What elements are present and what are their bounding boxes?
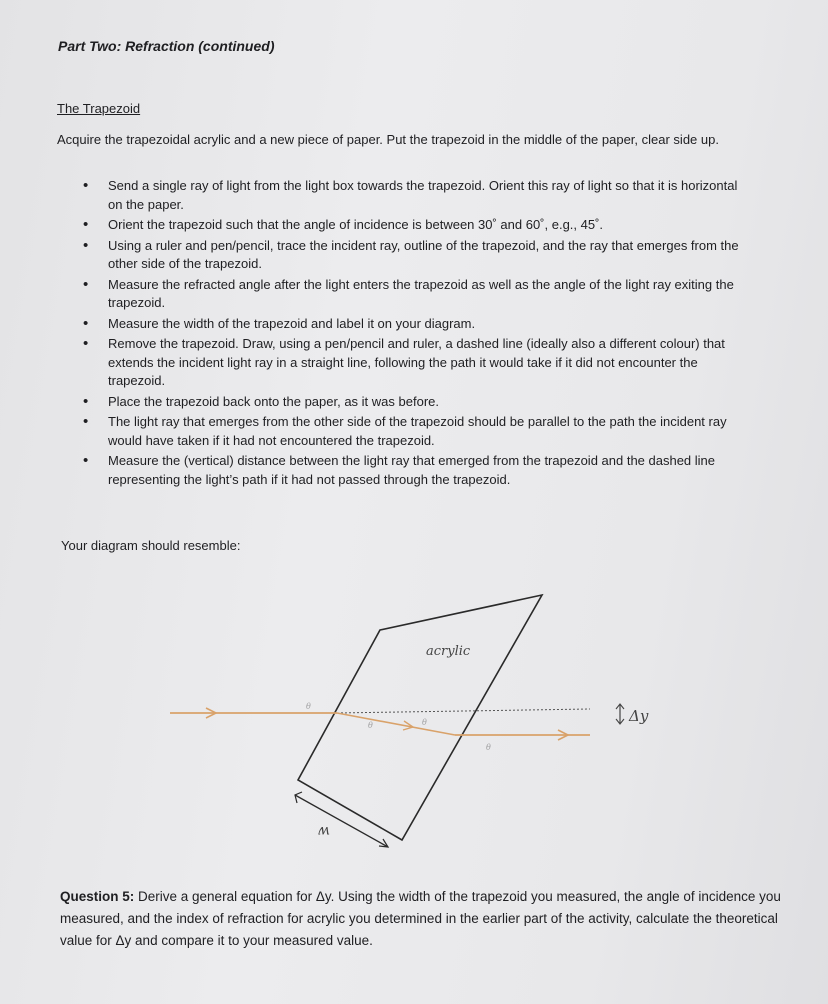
angle-label-refraction: θ	[368, 721, 373, 730]
question-5	[60, 886, 790, 952]
section-heading: The Trapezoid	[57, 101, 141, 116]
refraction-diagram	[150, 585, 670, 855]
procedure-step: • Measure the (vertical) distance between the light ray that emerged from the trapezoid and the dashed line representing the light’s path if it had not passed through the trapezoid.	[80, 452, 740, 489]
delta-y-label: Δy	[629, 707, 649, 725]
width-arrow	[295, 795, 388, 847]
angle-label-inner: θ	[422, 718, 427, 727]
refracted-ray	[337, 713, 455, 735]
question-text: Derive a general equation for Δy. Using the width of the trapezoid you measured, the angle of incidence you measured, and the index of refraction for acrylic you determined in the earlier part of the activity, calculate the theoretical value for Δy and compare it to your measured value.	[60, 889, 781, 948]
procedure-step: • Measure the refracted angle after the light enters the trapezoid as well as the angle of the light ray exiting the trapezoid.	[80, 276, 740, 313]
angle-label-incidence: θ	[306, 702, 311, 711]
dashed-extension	[337, 709, 590, 713]
trapezoid-outline	[298, 595, 542, 840]
procedure-step: • Send a single ray of light from the light box towards the trapezoid. Orient this ray of light so that it is horizontal on the paper.	[80, 177, 740, 214]
angle-label-exit: θ	[486, 743, 491, 752]
procedure-step: • Using a ruler and pen/pencil, trace the incident ray, outline of the trapezoid, and the ray that emerges from the other side of the trapezoid.	[80, 237, 740, 274]
question-label: Question 5:	[60, 889, 135, 904]
procedure-step: • Place the trapezoid back onto the paper, as it was before.	[80, 393, 740, 412]
procedure-step: • Remove the trapezoid. Draw, using a pen/pencil and ruler, a dashed line (ideally also a different colour) that extends the incident light ray in a straight line, following the path it would take if it did not encounter the trapezoid.	[80, 335, 740, 391]
diagram-caption: Your diagram should resemble:	[61, 538, 241, 553]
page-title: Part Two: Refraction (continued)	[58, 38, 275, 54]
procedure-step: • The light ray that emerges from the other side of the trapezoid should be parallel to the path the incident ray would have taken if it had not encountered the trapezoid.	[80, 413, 740, 450]
width-label: w	[318, 823, 330, 839]
procedure-step: • Orient the trapezoid such that the angle of incidence is between 30˚ and 60˚, e.g., 45˚.	[80, 216, 740, 235]
section-intro: Acquire the trapezoidal acrylic and a new piece of paper. Put the trapezoid in the middle of the paper, clear side up.	[57, 132, 719, 147]
procedure-step: • Measure the width of the trapezoid and label it on your diagram.	[80, 315, 740, 334]
acrylic-label: acrylic	[426, 644, 471, 659]
procedure-list	[80, 177, 740, 491]
